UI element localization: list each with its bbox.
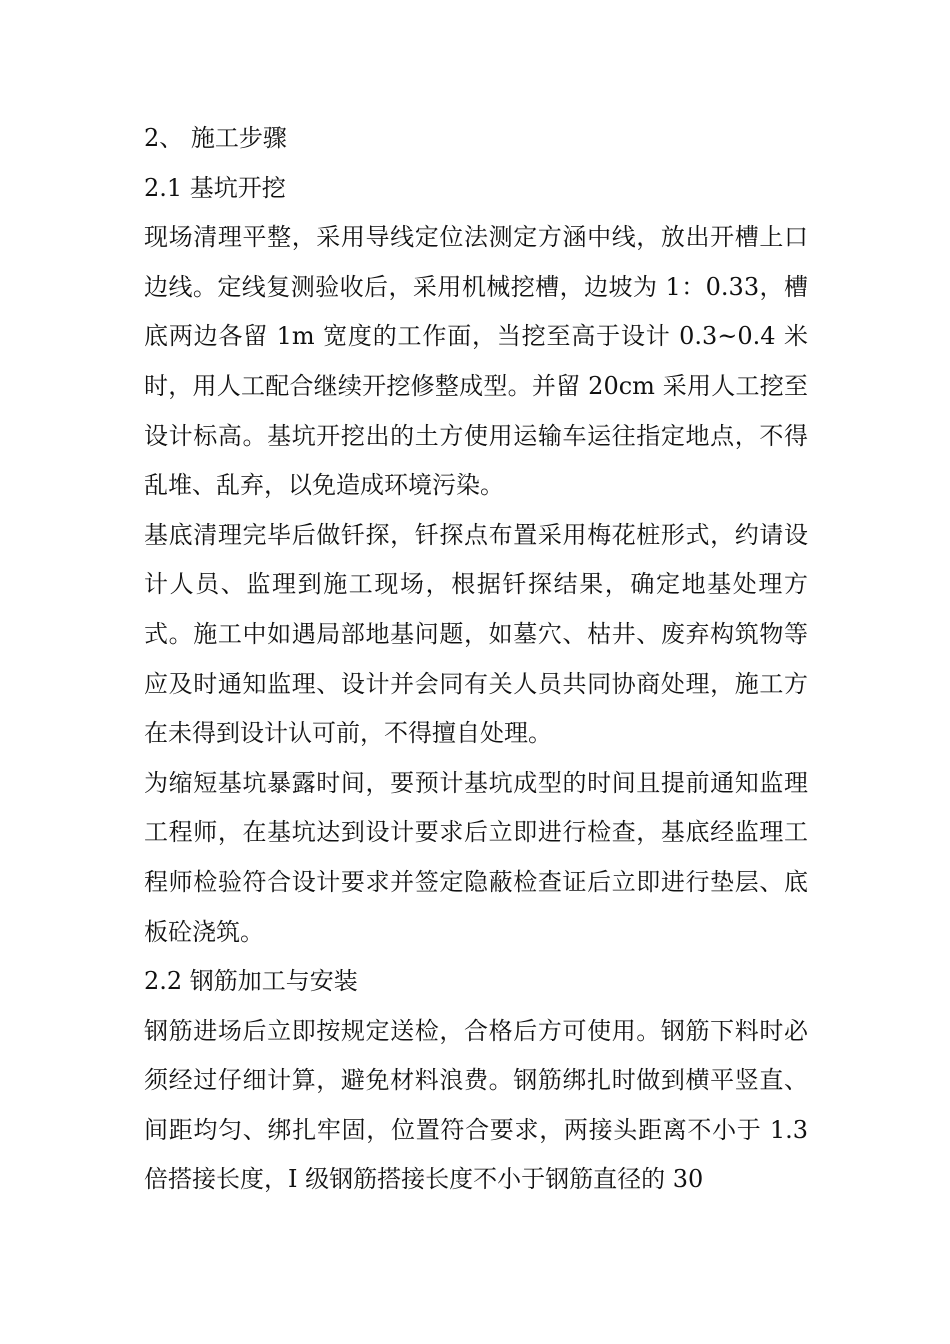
paragraph-base-probing: 基底清理完毕后做钎探，钎探点布置采用梅花桩形式，约请设计人员、监理到施工现场，根据钎探结果，确定地基处理方式。施工中如遇局部地基问题，如墓穴、枯井、废弃构筑物等应及时通知监理、设计并会同有关人员共同协商处理，施工方在未得到设计认可前，不得擅自处理。 [144, 520, 808, 748]
subsection-heading-2-2: 2.2 钢筋加工与安装 [144, 967, 358, 996]
document-body [144, 114, 808, 1205]
paragraph-excavation: 现场清理平整，采用导线定位法测定方涵中线，放出开槽上口边线。定线复测验收后，采用机械挖槽，边坡为 1：0.33，槽底两边各留 1m 宽度的工作面，当挖至高于设计 0.3~0.4 米时，用人工配合继续开挖修整成型。并留 20cm 采用人工挖至设计标高。基坑开挖出的土方使用运输车运往指定地点，不得乱堆、乱弃，以免造成环境污染。 [144, 223, 808, 500]
paragraph-inspection: 为缩短基坑暴露时间，要预计基坑成型的时间且提前通知监理工程师，在基坑达到设计要求后立即进行检查，基底经监理工程师检验符合设计要求并签定隐蔽检查证后立即进行垫层、底板砼浇筑。 [144, 768, 808, 946]
section-heading: 2、 施工步骤 [144, 124, 287, 152]
subsection-heading-2-1: 2.1 基坑开挖 [144, 173, 286, 202]
paragraph-rebar: 钢筋进场后立即按规定送检，合格后方可使用。钢筋下料时必须经过仔细计算，避免材料浪费。钢筋绑扎时做到横平竖直、间距均匀、绑扎牢固，位置符合要求，两接头距离不小于 1.3 倍搭接长度，I 级钢筋搭接长度不小于钢筋直径的 30 [144, 1016, 808, 1194]
